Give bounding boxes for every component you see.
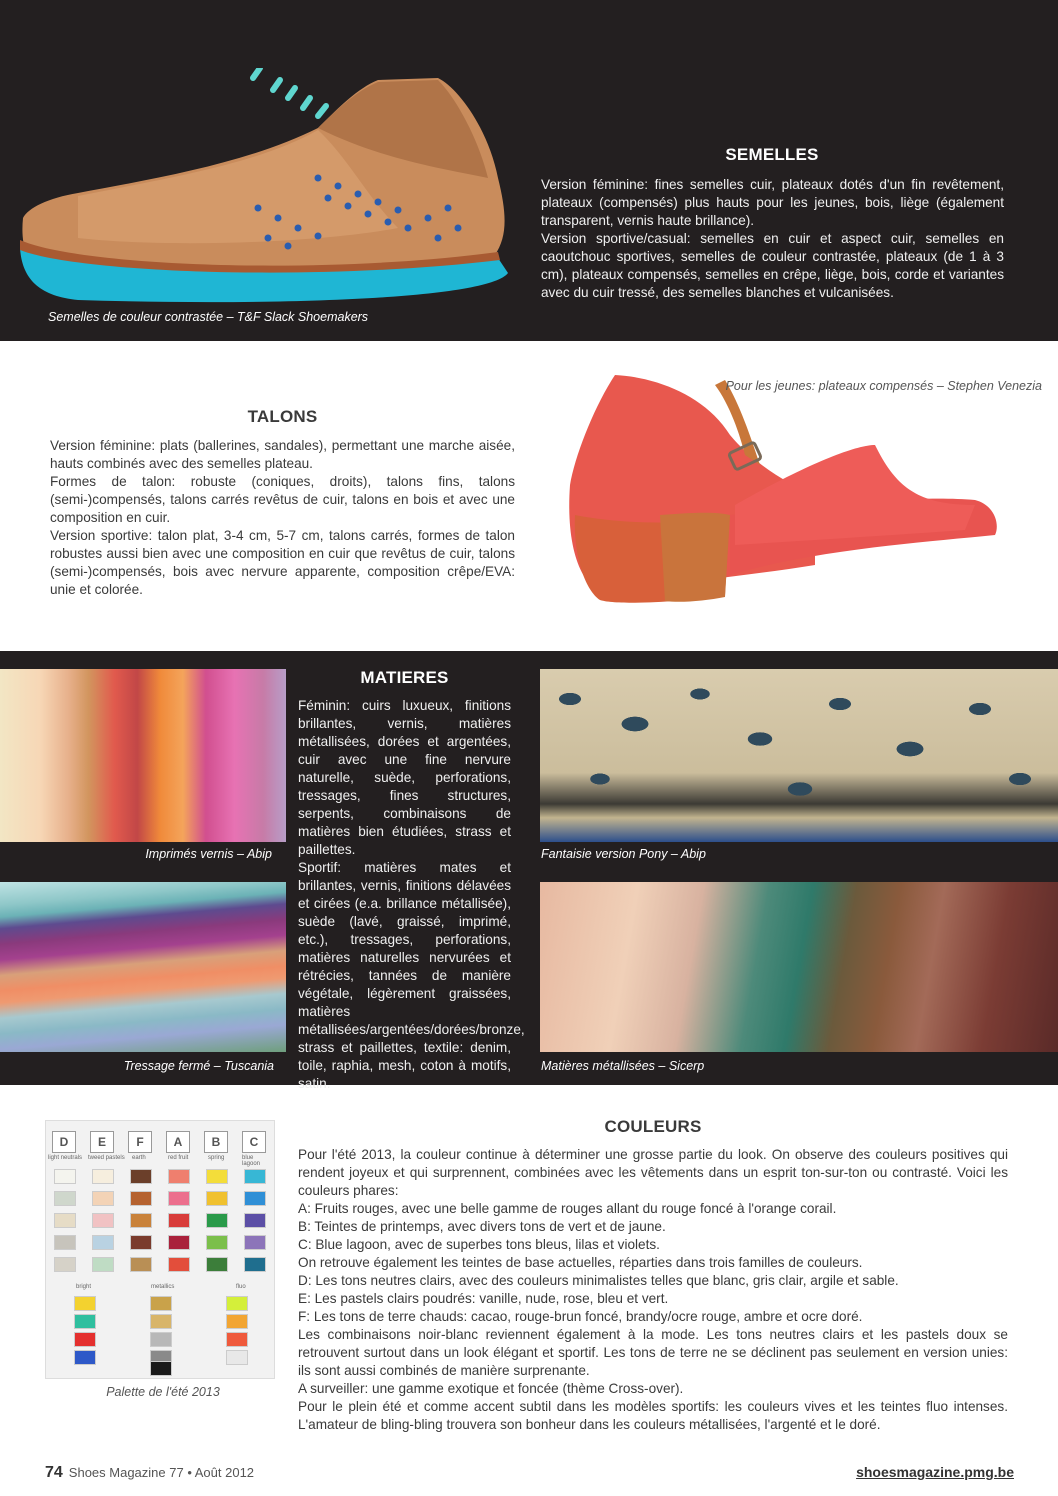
swatch	[206, 1235, 228, 1250]
issue-info: Shoes Magazine 77 • Août 2012	[68, 1465, 255, 1480]
couleurs-paragraph: D: Les tons neutres clairs, avec des couleurs minimalistes telles que blanc, gris clair, argile et sable.	[298, 1273, 899, 1288]
swatch	[150, 1314, 172, 1329]
swatch	[206, 1191, 228, 1206]
semelles-section	[0, 0, 1058, 341]
palette-column-letter: D	[52, 1131, 76, 1153]
couleurs-paragraph: Les combinaisons noir-blanc reviennent également à la mode. Les tons neutres clairs et les pastels doux se retrouvent surtout dans un look élégant et sportif. Les tons de terre ne se déclinent pas seulement en version unies: ils sont aussi combinés de manière surprenante.	[298, 1327, 1008, 1378]
page-footer	[45, 1464, 254, 1482]
pony-caption: Fantaisie version Pony – Abip	[541, 847, 706, 861]
couleurs-body	[298, 1146, 1008, 1434]
semelles-body	[541, 176, 1004, 302]
palette-column-label: spring	[208, 1155, 225, 1161]
swatch	[130, 1213, 152, 1228]
swatch	[150, 1332, 172, 1347]
palette-column-label: blue lagoon	[242, 1155, 261, 1167]
matieres-title: MATIERES	[360, 668, 449, 687]
palette-column-headers	[52, 1131, 268, 1153]
palette-column-label: red fruit	[168, 1155, 189, 1161]
swatch	[150, 1296, 172, 1311]
swatch	[226, 1296, 248, 1311]
swatch	[54, 1257, 76, 1272]
swatch	[130, 1169, 152, 1184]
tressage-caption: Tressage fermé – Tuscania	[123, 1059, 274, 1073]
matieres-paragraph: Féminin: cuirs luxueux, finitions brillantes, vernis, matières métallisées, dorées et argentées, cuir avec une fine nervure naturelle, suède, perforations, tressages, fines structures, serpents, combinaisons de matières bien étudiées, strass et paillettes.	[298, 698, 511, 857]
swatch	[92, 1235, 114, 1250]
palette-column-label: earth	[132, 1155, 146, 1161]
swatch	[92, 1257, 114, 1272]
metallic-caption: Matières métallisées – Sicerp	[541, 1059, 705, 1073]
swatch	[92, 1213, 114, 1228]
palette-column-letter: F	[128, 1131, 152, 1153]
matieres-section	[0, 651, 1058, 1091]
swatch	[168, 1235, 190, 1250]
palette-column-letter: B	[204, 1131, 228, 1153]
swatch	[92, 1169, 114, 1184]
couleurs-paragraph: C: Blue lagoon, avec de superbes tons bleus, lilas et violets.	[298, 1237, 660, 1252]
swatch	[168, 1191, 190, 1206]
swatch	[92, 1191, 114, 1206]
vernis-caption: Imprimés vernis – Abip	[145, 847, 272, 861]
swatch	[206, 1169, 228, 1184]
palette-column-label: light neutrals	[48, 1155, 83, 1161]
oxford-shoe-photo	[18, 68, 538, 308]
swatch	[74, 1332, 96, 1347]
swatch	[74, 1296, 96, 1311]
swatch	[226, 1332, 248, 1347]
swatch	[206, 1213, 228, 1228]
couleurs-paragraph: On retrouve également les teintes de base actuelles, réparties dans trois familles de couleurs.	[298, 1255, 863, 1270]
swatch	[226, 1350, 248, 1365]
swatch	[150, 1361, 172, 1376]
semelles-caption: Semelles de couleur contrastée – T&F Slack Shoemakers	[48, 310, 369, 324]
talons-paragraph: Version féminine: plats (ballerines, sandales), permettant une marche aisée, hauts combinés avec des semelles plateau.	[50, 438, 515, 471]
talons-caption: Pour les jeunes: plateaux compensés – Stephen Venezia	[725, 379, 1042, 393]
talons-body	[50, 437, 515, 599]
swatch	[226, 1314, 248, 1329]
palette-group-labels	[46, 1284, 274, 1294]
palette-column-labels	[48, 1155, 272, 1165]
talons-title: TALONS	[247, 407, 318, 426]
talons-paragraph: Formes de talon: robuste (coniques, droits), talons fins, talons (semi-)compensés, talons carrés revêtus de cuir, talons en bois et avec une composition en cuir.	[50, 474, 515, 525]
semelles-paragraph: Version sportive/casual: semelles en cuir et aspect cuir, semelles en caoutchouc sportives, semelles de couleur contrastée, plateaux (de 1 à 3 cm), plateaux compensés, semelles en crêpe, liège, bois, corde et variantes avec du cuir tressé, des semelles blanches et vulcanisées.	[541, 231, 1004, 300]
swatch	[206, 1257, 228, 1272]
swatch	[130, 1257, 152, 1272]
swatch	[244, 1213, 266, 1228]
palette-group-label: metallics	[151, 1284, 175, 1290]
swatch	[74, 1350, 96, 1365]
couleurs-title: COULEURS	[604, 1117, 702, 1136]
swatch	[244, 1257, 266, 1272]
pony-photo	[540, 669, 1058, 842]
couleurs-paragraph: F: Les tons de terre chauds: cacao, rouge-brun foncé, brandy/ocre rouge, ambre et ocre doré.	[298, 1309, 863, 1324]
palette-column-label: tweed pastels	[88, 1155, 125, 1161]
palette-group-label: bright	[76, 1284, 92, 1290]
couleurs-paragraph: B: Teintes de printemps, avec divers tons de vert et de jaune.	[298, 1219, 666, 1234]
swatch	[244, 1191, 266, 1206]
palette-column-letter: A	[166, 1131, 190, 1153]
vernis-photo	[0, 669, 286, 842]
swatch	[168, 1213, 190, 1228]
swatch	[130, 1235, 152, 1250]
couleurs-paragraph: A surveiller: une gamme exotique et foncée (thème Cross-over).	[298, 1381, 684, 1396]
palette-group-label: fluo	[236, 1284, 246, 1290]
palette-caption: Palette de l'été 2013	[106, 1385, 220, 1399]
palette-column-letter: E	[90, 1131, 114, 1153]
couleurs-paragraph: Pour le plein été et comme accent subtil dans les modèles sportifs: les couleurs vives et les teintes fluo intenses. L'amateur de bling-bling trouvera son bonheur dans les couleurs métallisées, l'argenté et le doré.	[298, 1399, 1008, 1432]
wedge-sandal-photo	[555, 365, 1005, 610]
website-link[interactable]: shoesmagazine.pmg.be	[856, 1464, 1014, 1480]
swatch	[130, 1191, 152, 1206]
matieres-paragraph: Sportif: matières mates et brillantes, vernis, finitions délavées et cirées (e.a. brillance métallisée), suède (lavé, graissé, imprimé, etc.), tressages, perforations, matières naturelles nervurées et rétrécies, tannées de manière végétale, légèrement graissées, matières métallisées/argentées/dorées/bronze, strass et paillettes, textile: denim, toile, raphia, mesh, coton à motifs, satin.	[298, 860, 525, 1091]
couleurs-paragraph: A: Fruits rouges, avec une belle gamme de rouges allant du rouge foncé à l'orange corail.	[298, 1201, 837, 1216]
matieres-body	[298, 697, 525, 1093]
page-number: 74	[45, 1464, 63, 1481]
swatch	[168, 1169, 190, 1184]
tressage-photo	[0, 882, 286, 1052]
color-palette-board	[45, 1120, 275, 1379]
swatch	[244, 1169, 266, 1184]
talons-paragraph: Version sportive: talon plat, 3-4 cm, 5-7 cm, talons carrés, formes de talon robustes aussi bien avec une composition en cuir que revêtus de cuir, talons (semi-)compensés, bois avec nervure apparente, composition crêpe/EVA: unie et colorée.	[50, 528, 515, 597]
couleurs-paragraph: Pour l'été 2013, la couleur continue à déterminer une grosse partie du look. On observe des couleurs positives qui rendent joyeux et qui surprennent, combinées avec les vêtements dans un esprit ton-sur-ton ou contrasté. Voici les couleurs phares:	[298, 1147, 1008, 1198]
couleurs-paragraph: E: Les pastels clairs poudrés: vanille, nude, rose, bleu et vert.	[298, 1291, 669, 1306]
swatch	[54, 1169, 76, 1184]
swatch	[54, 1235, 76, 1250]
swatch	[168, 1257, 190, 1272]
swatch	[54, 1191, 76, 1206]
metallic-photo	[540, 882, 1058, 1052]
swatch	[244, 1235, 266, 1250]
semelles-paragraph: Version féminine: fines semelles cuir, plateaux dotés d'un fin revêtement, plateaux (compensés) plus hauts pour les jeunes, bois, liège (également transparent, vernis haute brillance).	[541, 177, 1004, 228]
palette-column-letter: C	[242, 1131, 266, 1153]
semelles-title: SEMELLES	[725, 145, 819, 164]
swatch	[74, 1314, 96, 1329]
swatch	[54, 1213, 76, 1228]
